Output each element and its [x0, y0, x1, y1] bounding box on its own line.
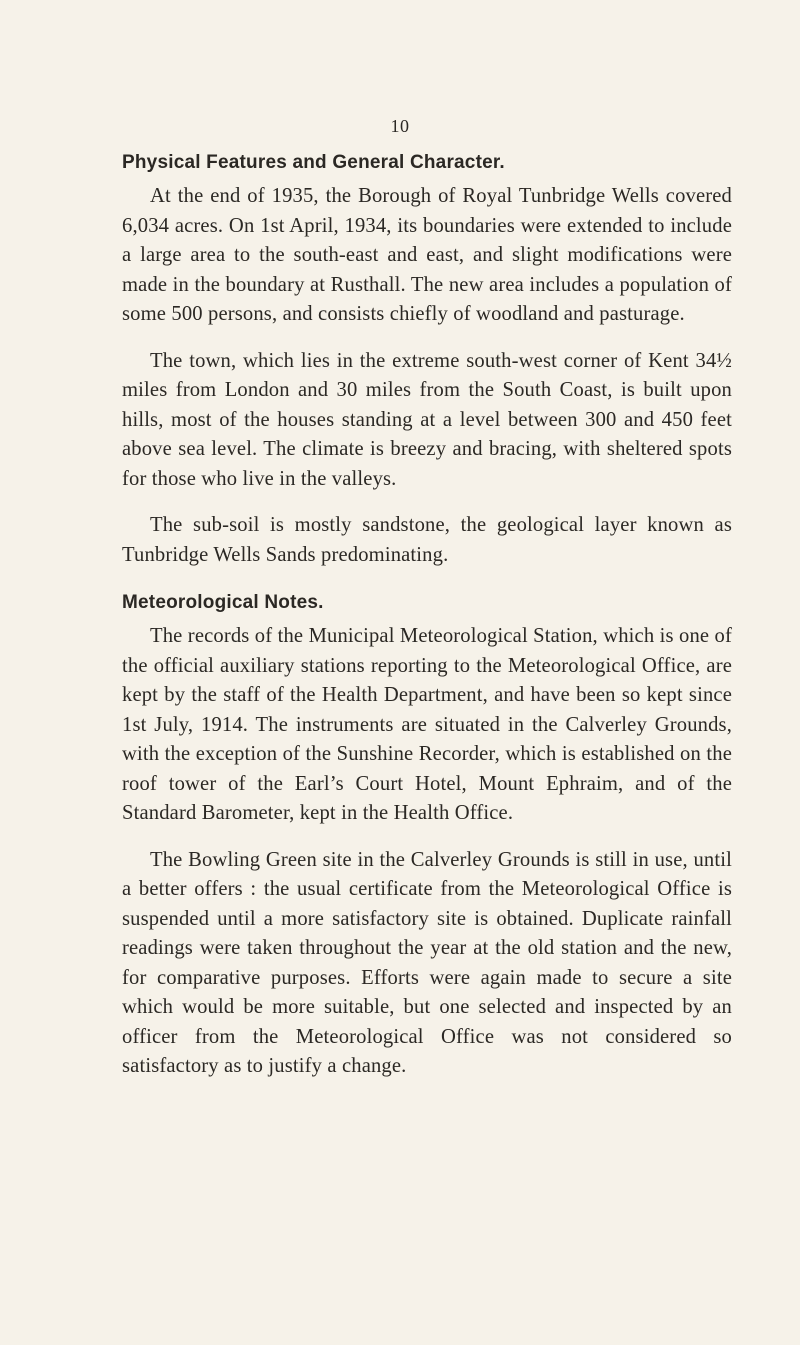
paragraph-borough-area: At the end of 1935, the Borough of Royal Tunbridge Wells covered 6,034 acres. On 1st April, 1934, its boundaries were extended to include a large area to the south-east and east, and slight modifications were made in the boundary at Rusthall. The new area includes a population of some 500 persons, and consists chiefly of woodland and pasturage. [122, 185, 732, 325]
paragraph-sub-soil: The sub-soil is mostly sandstone, the geological layer known as Tunbridge Wells Sands predominating. [122, 514, 732, 566]
paragraph-meteorological-station: The records of the Municipal Meteorological Station, which is one of the official auxiliary stations reporting to the Meteorological Office, are kept by the staff of the Health Department, and have been so kept since 1st July, 1914. The instruments are situated in the Calverley Grounds, with the exception of the Sunshine Recorder, which is established on the roof tower of the Earl’s Court Hotel, Mount Ephraim, and of the Standard Barometer, kept in the Health Office. [122, 625, 732, 824]
section-heading-physical-features: Physical Features and General Character. [122, 152, 505, 173]
section-meteorological-notes [122, 592, 732, 1082]
page-number: 10 [390, 116, 410, 136]
section-heading-meteorological-notes: Meteorological Notes. [122, 592, 324, 613]
paragraph-bowling-green-site: The Bowling Green site in the Calverley Grounds is still in use, until a better offers : the usual certificate from the Meteorological Office is suspended until a more satisfactory site is obtained. Duplicate rainfall readings were taken throughout the year at the old station and the new, for comparative purposes. Efforts were again made to secure a site which would be more suitable, but one selected and inspected by an officer from the Meteorological Office was not considered so satisfactory as to justify a change. [122, 848, 732, 1077]
page-content [122, 152, 732, 1099]
paragraph-town-location: The town, which lies in the extreme south-west corner of Kent 34½ miles from London and 30 miles from the South Coast, is built upon hills, most of the houses standing at a level between 300 and 450 feet above sea level. The climate is breezy and bracing, with sheltered spots for those who live in the valleys. [122, 349, 732, 490]
section-physical-features [122, 152, 732, 570]
